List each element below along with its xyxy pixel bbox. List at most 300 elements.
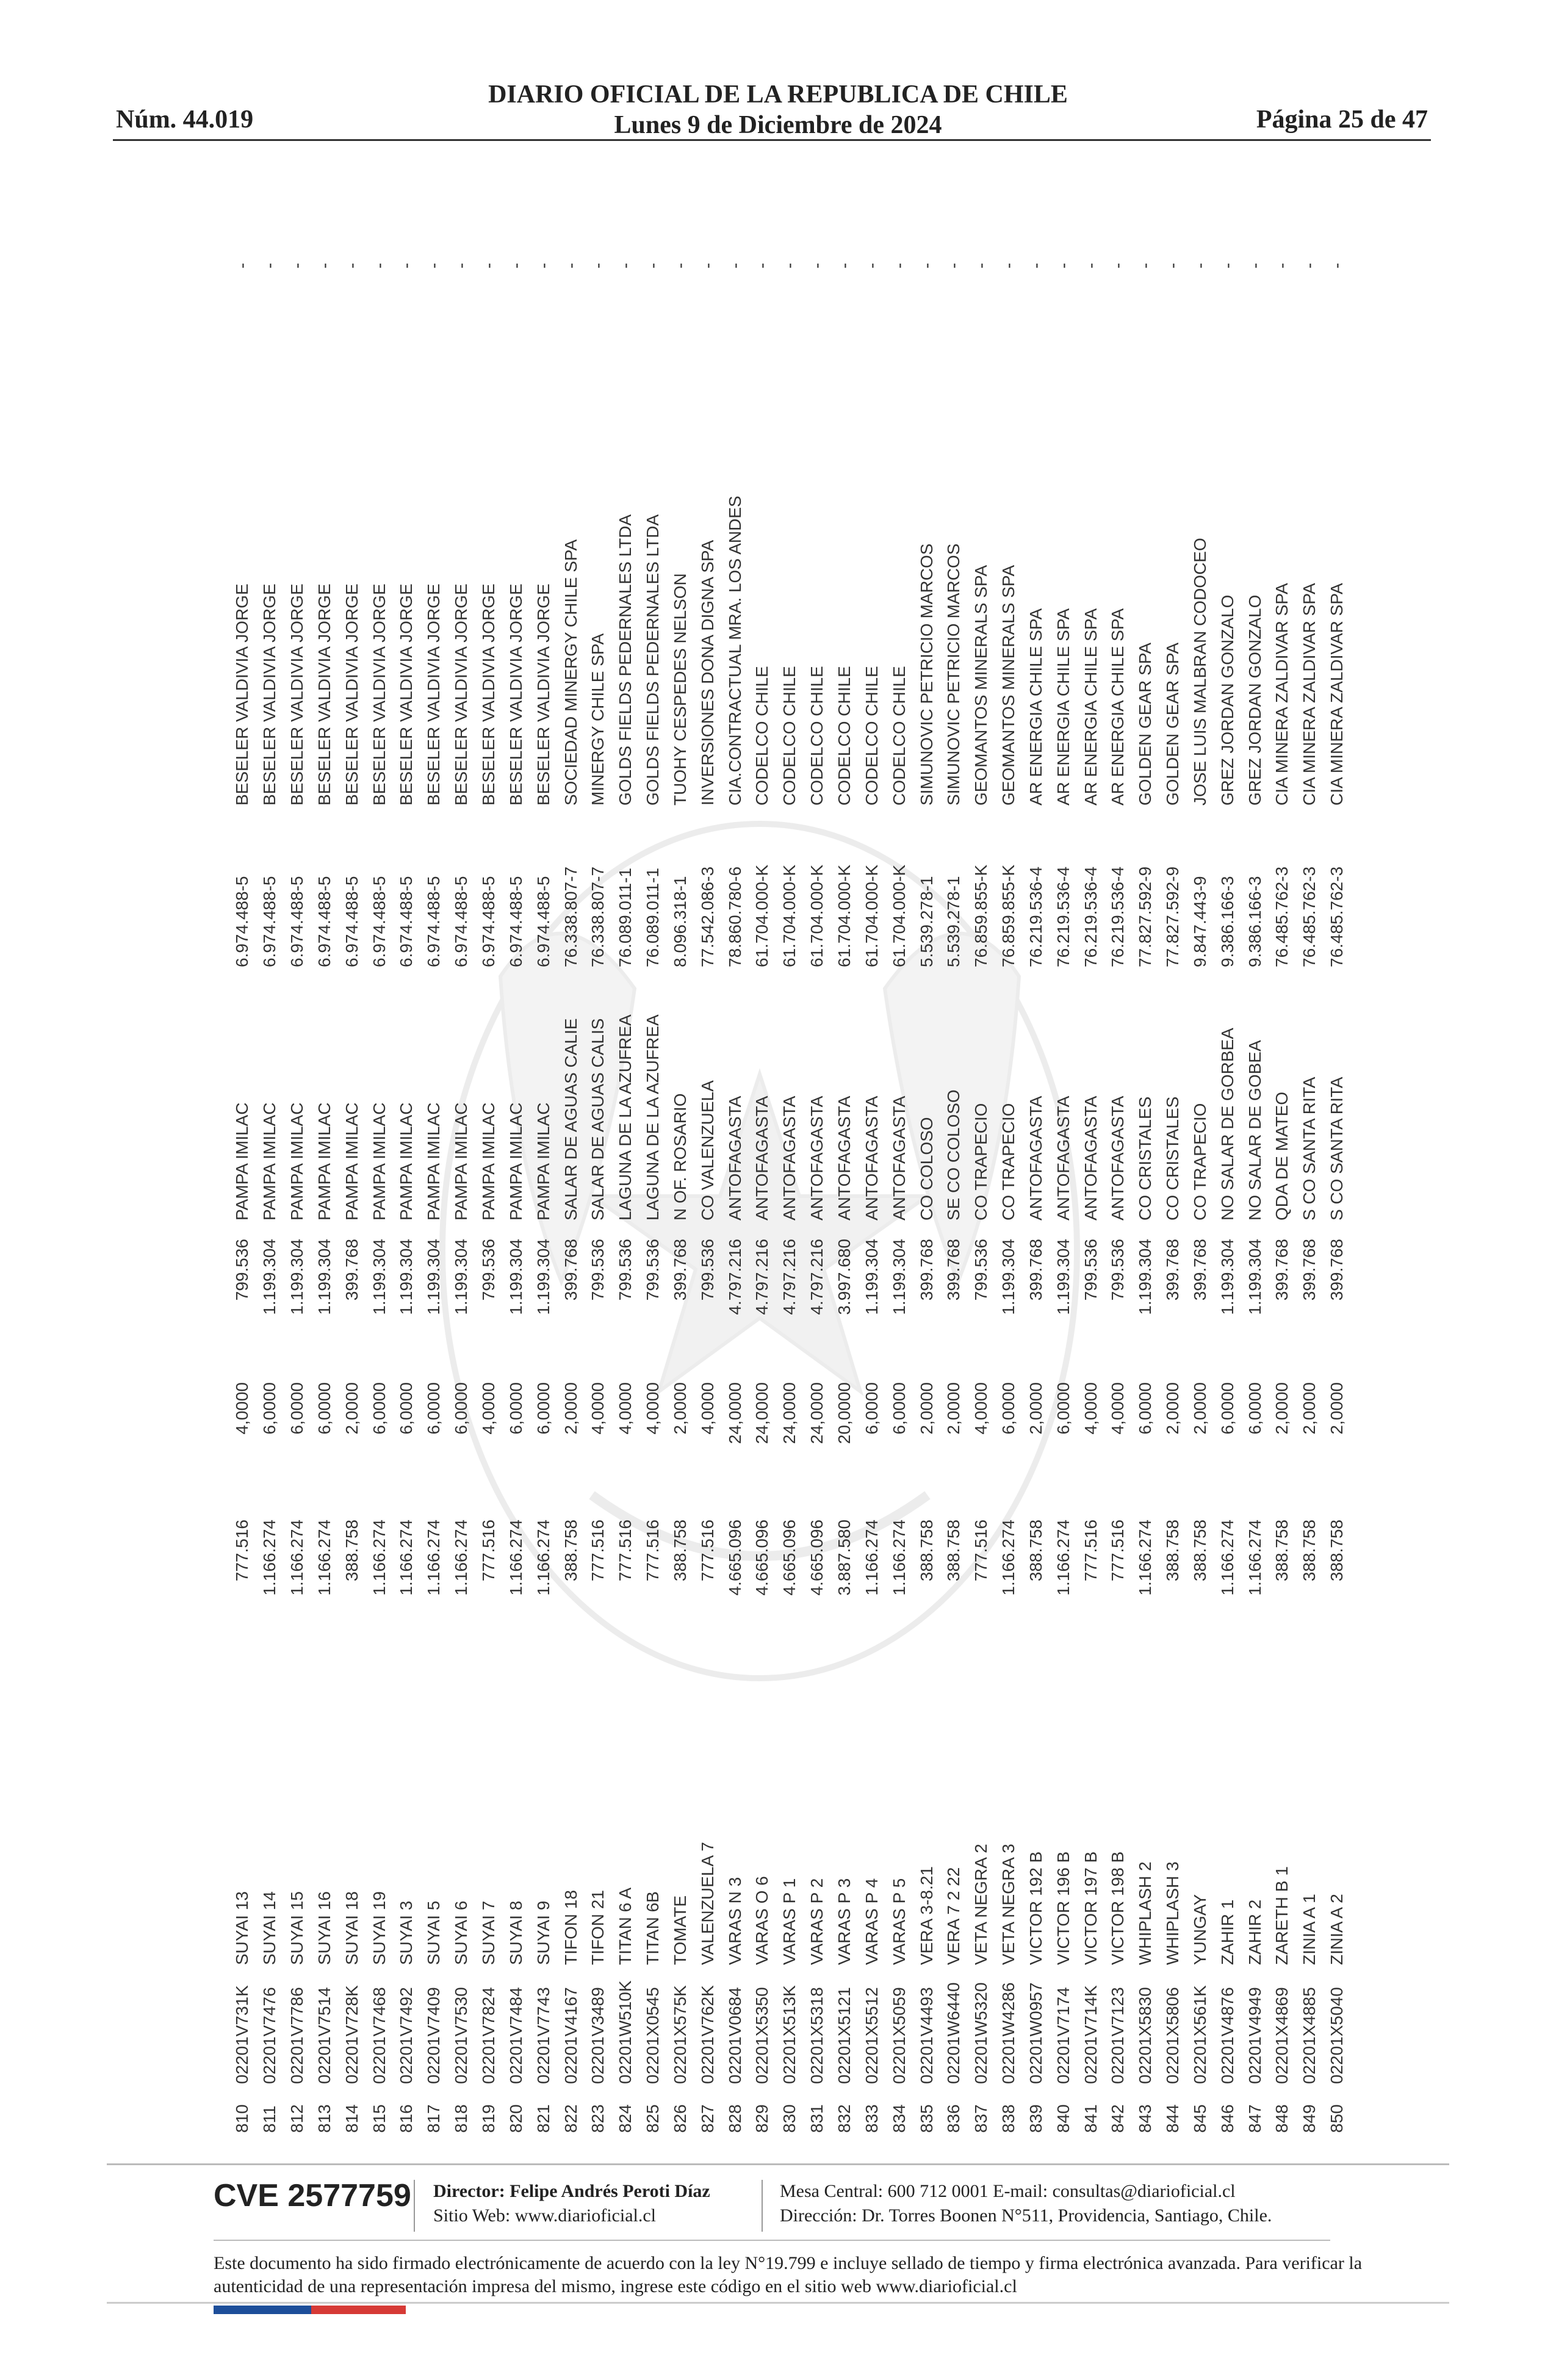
concession-code-cell: 02201V7824 [479, 1987, 499, 2084]
row-number-cell: 826 [670, 2104, 690, 2133]
value-2-cell: 399.768 [561, 1239, 580, 1301]
mining-concessions-table [229, 229, 1347, 2133]
value-1-cell: 1.166.274 [424, 1520, 444, 1596]
table-row [311, 229, 339, 2133]
dash-cell: - [1053, 262, 1073, 269]
dash-cell: - [862, 262, 881, 269]
hectares-cell: 2,0000 [1327, 1382, 1347, 1435]
owner-rut-cell: 6.974.488-5 [533, 876, 553, 967]
dash-cell: - [533, 262, 553, 269]
value-1-cell: 388.758 [1327, 1520, 1347, 1582]
row-number-cell: 849 [1300, 2104, 1319, 2133]
value-1-cell: 1.166.274 [287, 1520, 307, 1596]
value-2-cell: 1.199.304 [1245, 1239, 1264, 1315]
table-row [1104, 229, 1132, 2133]
hectares-cell: 2,0000 [1026, 1382, 1045, 1435]
concession-code-cell: 02201X5806 [1163, 1987, 1183, 2084]
concession-name-cell: ZINIA A 2 [1327, 1894, 1347, 1965]
dash-cell: - [670, 262, 690, 269]
owner-name-cell: GOLDEN GEAR SPA [1136, 642, 1155, 806]
concession-name-cell: VARAS P 2 [807, 1878, 827, 1965]
owner-rut-cell: 6.974.488-5 [260, 876, 279, 967]
owner-name-cell: MINERGY CHILE SPA [588, 633, 608, 806]
location-cell: LAGUNA DE LA AZUFREA [643, 1014, 663, 1221]
owner-name-cell: BESELER VALDIVIA JORGE [369, 583, 389, 806]
table-row [667, 229, 694, 2133]
concession-name-cell: VARAS N 3 [725, 1877, 744, 1965]
value-1-cell: 1.166.274 [533, 1520, 553, 1596]
value-1-cell: 1.166.274 [506, 1520, 525, 1596]
value-2-cell: 1.199.304 [397, 1239, 416, 1315]
owner-rut-cell: 76.485.762-3 [1272, 866, 1292, 967]
concession-code-cell: 02201V0684 [725, 1987, 744, 2084]
value-2-cell: 1.199.304 [260, 1239, 279, 1315]
concession-name-cell: ZINIA A 1 [1300, 1894, 1319, 1965]
hectares-cell: 2,0000 [944, 1382, 963, 1435]
dash-cell: - [397, 262, 416, 269]
value-2-cell: 1.199.304 [369, 1239, 389, 1315]
concession-code-cell: 02201V7530 [452, 1987, 471, 2084]
row-number-cell: 847 [1245, 2104, 1264, 2133]
value-1-cell: 388.758 [670, 1520, 690, 1582]
hectares-cell: 4,0000 [588, 1382, 608, 1435]
table-row [256, 229, 284, 2133]
owner-name-cell: CIA MINERA ZALDIVAR SPA [1327, 583, 1347, 806]
dash-cell: - [369, 262, 389, 269]
value-2-cell: 399.768 [1190, 1239, 1209, 1301]
concession-name-cell: VERA 3-8.21 [917, 1866, 936, 1965]
concession-name-cell: TIFON 18 [561, 1890, 580, 1965]
value-1-cell: 1.166.274 [999, 1520, 1018, 1596]
owner-name-cell: BESELER VALDIVIA JORGE [260, 583, 279, 806]
location-cell: ANTOFAGASTA [752, 1095, 772, 1221]
row-number-cell: 846 [1217, 2104, 1237, 2133]
row-number-cell: 817 [424, 2104, 444, 2133]
concession-name-cell: SUYAI 5 [424, 1900, 444, 1965]
value-1-cell: 777.516 [1108, 1520, 1128, 1582]
owner-name-cell: CIA MINERA ZALDIVAR SPA [1272, 583, 1292, 806]
dash-cell: - [917, 262, 936, 269]
location-cell: PAMPA IMILAC [397, 1102, 416, 1221]
concession-code-cell: 02201V4876 [1217, 1987, 1237, 2084]
owner-rut-cell: 6.974.488-5 [232, 876, 252, 967]
owner-rut-cell: 61.704.000-K [780, 864, 799, 967]
row-number-cell: 828 [725, 2104, 744, 2133]
concession-code-cell: 02201W6440 [944, 1982, 963, 2084]
location-cell: ANTOFAGASTA [1026, 1095, 1045, 1221]
concession-code-cell: 02201X5318 [807, 1987, 827, 2084]
hectares-cell: 4,0000 [1081, 1382, 1100, 1435]
row-number-cell: 842 [1108, 2104, 1128, 2133]
value-2-cell: 1.199.304 [862, 1239, 881, 1315]
location-cell: CO COLOSO [917, 1117, 936, 1221]
owner-rut-cell: 76.485.762-3 [1300, 866, 1319, 967]
location-cell: ANTOFAGASTA [862, 1095, 881, 1221]
value-1-cell: 388.758 [944, 1520, 963, 1582]
location-cell: ANTOFAGASTA [1053, 1095, 1073, 1221]
owner-name-cell: CODELCO CHILE [807, 666, 827, 806]
value-1-cell: 777.516 [588, 1520, 608, 1582]
location-cell: PAMPA IMILAC [314, 1102, 334, 1221]
value-2-cell: 799.536 [971, 1239, 991, 1301]
footer-divider [214, 2240, 1330, 2241]
owner-rut-cell: 6.974.488-5 [342, 876, 361, 967]
address-line: Dirección: Dr. Torres Boonen N°511, Providencia, Santiago, Chile. [780, 2205, 1272, 2226]
value-1-cell: 1.166.274 [1053, 1520, 1073, 1596]
row-number-cell: 838 [999, 2104, 1018, 2133]
location-cell: PAMPA IMILAC [287, 1102, 307, 1221]
concession-code-cell: 02201X513K [780, 1985, 799, 2084]
dash-cell: - [807, 262, 827, 269]
dash-cell: - [889, 262, 909, 269]
location-cell: SE CO COLOSO [944, 1089, 963, 1221]
table-row [1022, 229, 1050, 2133]
value-2-cell: 1.199.304 [1053, 1239, 1073, 1315]
table-row [1269, 229, 1296, 2133]
concession-name-cell: VICTOR 197 B [1081, 1851, 1100, 1965]
owner-rut-cell: 76.338.807-7 [588, 866, 608, 967]
owner-rut-cell: 6.974.488-5 [369, 876, 389, 967]
location-cell: PAMPA IMILAC [369, 1102, 389, 1221]
concession-name-cell: SUYAI 3 [397, 1900, 416, 1965]
concession-code-cell: 02201V4949 [1245, 1987, 1264, 2084]
location-cell: S CO SANTA RITA [1300, 1076, 1319, 1221]
table-row [338, 229, 366, 2133]
value-1-cell: 1.166.274 [314, 1520, 334, 1596]
owner-rut-cell: 76.219.536-4 [1108, 866, 1128, 967]
dash-cell: - [1081, 262, 1100, 269]
row-number-cell: 836 [944, 2104, 963, 2133]
value-2-cell: 1.199.304 [999, 1239, 1018, 1315]
owner-name-cell: SIMUNOVIC PETRICIO MARCOS [917, 543, 936, 806]
location-cell: ANTOFAGASTA [807, 1095, 827, 1221]
concession-code-cell: 02201X5512 [862, 1987, 881, 2084]
value-2-cell: 799.536 [479, 1239, 499, 1301]
concession-name-cell: ZARETH B 1 [1272, 1866, 1292, 1965]
hectares-cell: 6,0000 [1136, 1382, 1155, 1435]
dash-cell: - [506, 262, 525, 269]
owner-name-cell: AR ENERGIA CHILE SPA [1053, 608, 1073, 806]
dash-cell: - [944, 262, 963, 269]
concession-name-cell: ZAHIR 1 [1217, 1899, 1237, 1965]
dash-cell: - [752, 262, 772, 269]
publication-name: DIARIO OFICIAL DE LA REPUBLICA DE CHILE [488, 81, 1068, 109]
concession-code-cell: 02201X561K [1190, 1985, 1209, 2084]
owner-rut-cell: 5.539.278-1 [944, 876, 963, 967]
hectares-cell: 4,0000 [697, 1382, 717, 1435]
location-cell: ANTOFAGASTA [889, 1095, 909, 1221]
signature-note: Este documento ha sido firmado electrónicamente de acuerdo con la ley N°19.799 e incluye sellado de tiempo y firma electrónica avanzada. Para verificar la autenticidad de una representación impresa del mismo, ingrese este código en el sitio web www.diarioficial.cl [214, 2253, 1363, 2296]
table-row [721, 229, 749, 2133]
owner-name-cell: CODELCO CHILE [889, 666, 909, 806]
location-cell: ANTOFAGASTA [725, 1095, 744, 1221]
value-1-cell: 777.516 [232, 1520, 252, 1582]
value-2-cell: 4.797.216 [807, 1239, 827, 1315]
owner-rut-cell: 6.974.488-5 [314, 876, 334, 967]
concession-code-cell: 02201V3489 [588, 1987, 608, 2084]
value-2-cell: 799.536 [697, 1239, 717, 1301]
owner-rut-cell: 9.386.166-3 [1245, 876, 1264, 967]
table-row [1324, 229, 1351, 2133]
value-2-cell: 399.768 [342, 1239, 361, 1301]
row-number-cell: 833 [862, 2104, 881, 2133]
concession-name-cell: SUYAI 14 [260, 1891, 279, 1965]
table-row [913, 229, 940, 2133]
value-2-cell: 399.768 [1300, 1239, 1319, 1301]
table-row [995, 229, 1023, 2133]
value-2-cell: 4.797.216 [725, 1239, 744, 1315]
table-row [968, 229, 995, 2133]
footer-divider [107, 2163, 1449, 2165]
location-cell: S CO SANTA RITA [1327, 1076, 1347, 1221]
concession-code-cell: 02201W5320 [971, 1982, 991, 2084]
value-1-cell: 1.166.274 [452, 1520, 471, 1596]
value-1-cell: 388.758 [1163, 1520, 1183, 1582]
owner-name-cell: GOLDS FIELDS PEDERNALES LTDA [616, 514, 635, 806]
footer-divider [107, 2302, 1449, 2304]
page-number: Página 25 de 47 [1256, 106, 1428, 134]
owner-name-cell: BESELER VALDIVIA JORGE [533, 583, 553, 806]
hectares-cell: 4,0000 [616, 1382, 635, 1435]
publication-date: Lunes 9 de Diciembre de 2024 [614, 111, 942, 139]
location-cell: PAMPA IMILAC [342, 1102, 361, 1221]
concession-code-cell: 02201X5040 [1327, 1987, 1347, 2084]
table-row [557, 229, 585, 2133]
table-row [1214, 229, 1241, 2133]
owner-rut-cell: 9.386.166-3 [1217, 876, 1237, 967]
dash-cell: - [561, 262, 580, 269]
concession-name-cell: ZAHIR 2 [1245, 1899, 1264, 1965]
concession-code-cell: 02201W510K [616, 1980, 635, 2084]
owner-name-cell: CODELCO CHILE [862, 666, 881, 806]
owner-name-cell: INVERSIONES DONA DIGNA SPA [697, 539, 717, 806]
dash-cell: - [479, 262, 499, 269]
dash-cell: - [1163, 262, 1183, 269]
table-row [585, 229, 612, 2133]
hectares-cell: 6,0000 [424, 1382, 444, 1435]
owner-name-cell: CODELCO CHILE [780, 666, 799, 806]
owner-name-cell: GOLDS FIELDS PEDERNALES LTDA [643, 514, 663, 806]
owner-rut-cell: 61.704.000-K [862, 864, 881, 967]
row-number-cell: 835 [917, 2104, 936, 2133]
concession-code-cell: 02201X575K [670, 1985, 690, 2084]
owner-name-cell: BESELER VALDIVIA JORGE [479, 583, 499, 806]
concession-code-cell: 02201V7468 [369, 1987, 389, 2084]
concession-code-cell: 02201V7123 [1108, 1987, 1128, 2084]
concession-name-cell: VARAS P 5 [889, 1878, 909, 1965]
concession-name-cell: VETA NEGRA 3 [999, 1844, 1018, 1965]
value-1-cell: 388.758 [1300, 1520, 1319, 1582]
dash-cell: - [287, 262, 307, 269]
location-cell: ANTOFAGASTA [780, 1095, 799, 1221]
row-number-cell: 823 [588, 2104, 608, 2133]
owner-name-cell: GEOMANTOS MINERALS SPA [971, 564, 991, 806]
hectares-cell: 2,0000 [1272, 1382, 1292, 1435]
owner-rut-cell: 76.219.536-4 [1081, 866, 1100, 967]
dash-cell: - [616, 262, 635, 269]
value-1-cell: 777.516 [616, 1520, 635, 1582]
location-cell: PAMPA IMILAC [479, 1102, 499, 1221]
value-2-cell: 799.536 [1081, 1239, 1100, 1301]
concession-name-cell: SUYAI 9 [533, 1900, 553, 1965]
owner-name-cell: BESELER VALDIVIA JORGE [287, 583, 307, 806]
concession-name-cell: SUYAI 15 [287, 1891, 307, 1965]
value-2-cell: 399.768 [944, 1239, 963, 1301]
value-1-cell: 388.758 [561, 1520, 580, 1582]
value-1-cell: 1.166.274 [862, 1520, 881, 1596]
issue-number: Núm. 44.019 [116, 106, 254, 134]
owner-name-cell: SIMUNOVIC PETRICIO MARCOS [944, 543, 963, 806]
row-number-cell: 850 [1327, 2104, 1347, 2133]
owner-rut-cell: 6.974.488-5 [479, 876, 499, 967]
table-row [858, 229, 885, 2133]
hectares-cell: 2,0000 [1190, 1382, 1209, 1435]
owner-rut-cell: 76.485.762-3 [1327, 866, 1347, 967]
location-cell: CO TRAPECIO [1190, 1103, 1209, 1221]
concession-name-cell: VARAS P 4 [862, 1878, 881, 1965]
owner-rut-cell: 77.542.086-3 [697, 866, 717, 967]
dash-cell: - [697, 262, 717, 269]
owner-rut-cell: 77.827.592-9 [1163, 866, 1183, 967]
value-1-cell: 4.665.096 [752, 1520, 772, 1596]
dash-cell: - [1327, 262, 1347, 269]
hectares-cell: 6,0000 [862, 1382, 881, 1435]
dash-cell: - [1300, 262, 1319, 269]
table-row [1241, 229, 1269, 2133]
row-number-cell: 843 [1136, 2104, 1155, 2133]
owner-name-cell: SOCIEDAD MINERGY CHILE SPA [561, 539, 580, 806]
hectares-cell: 24,0000 [725, 1382, 744, 1444]
location-cell: LAGUNA DE LA AZUFREA [616, 1014, 635, 1221]
location-cell: CO CRISTALES [1136, 1096, 1155, 1221]
hectares-cell: 6,0000 [260, 1382, 279, 1435]
owner-rut-cell: 5.539.278-1 [917, 876, 936, 967]
value-1-cell: 388.758 [1190, 1520, 1209, 1582]
table-row [1296, 229, 1324, 2133]
header-divider [113, 139, 1431, 141]
concession-code-cell: 02201V728K [342, 1985, 361, 2084]
value-1-cell: 3.887.580 [834, 1520, 854, 1596]
value-2-cell: 1.199.304 [287, 1239, 307, 1315]
value-1-cell: 1.166.274 [1136, 1520, 1155, 1596]
owner-rut-cell: 76.859.855-K [971, 864, 991, 967]
value-2-cell: 799.536 [643, 1239, 663, 1301]
location-cell: CO TRAPECIO [999, 1103, 1018, 1221]
dash-cell: - [1217, 262, 1237, 269]
value-2-cell: 399.768 [670, 1239, 690, 1301]
concession-code-cell: 02201X0545 [643, 1987, 663, 2084]
location-cell: CO CRISTALES [1163, 1096, 1183, 1221]
concession-name-cell: YUNGAY [1190, 1894, 1209, 1965]
footer-separator [762, 2180, 763, 2232]
row-number-cell: 840 [1053, 2104, 1073, 2133]
hectares-cell: 6,0000 [452, 1382, 471, 1435]
dash-cell: - [424, 262, 444, 269]
hectares-cell: 2,0000 [561, 1382, 580, 1435]
owner-name-cell: AR ENERGIA CHILE SPA [1081, 608, 1100, 806]
concession-name-cell: VICTOR 192 B [1026, 1851, 1045, 1965]
concession-code-cell: 02201V4493 [917, 1987, 936, 2084]
dash-cell: - [643, 262, 663, 269]
value-2-cell: 799.536 [232, 1239, 252, 1301]
owner-rut-cell: 76.089.011-1 [643, 868, 663, 967]
owner-rut-cell: 77.827.592-9 [1136, 866, 1155, 967]
hectares-cell: 6,0000 [533, 1382, 553, 1435]
website-line: Sitio Web: www.diarioficial.cl [433, 2205, 657, 2226]
concession-name-cell: VICTOR 198 B [1108, 1851, 1128, 1965]
concession-code-cell: 02201X5059 [889, 1987, 909, 2084]
concession-name-cell: VALENZUELA 7 [697, 1842, 717, 1965]
dash-cell: - [260, 262, 279, 269]
owner-name-cell: CODELCO CHILE [752, 666, 772, 806]
hectares-cell: 2,0000 [1300, 1382, 1319, 1435]
location-cell: ANTOFAGASTA [1108, 1095, 1128, 1221]
value-1-cell: 1.166.274 [889, 1520, 909, 1596]
row-number-cell: 813 [314, 2104, 334, 2133]
dash-cell: - [1108, 262, 1128, 269]
dash-cell: - [1272, 262, 1292, 269]
row-number-cell: 845 [1190, 2104, 1209, 2133]
concession-code-cell: 02201V7409 [424, 1987, 444, 2084]
concession-code-cell: 02201X4869 [1272, 1987, 1292, 2084]
concession-code-cell: 02201W0957 [1026, 1982, 1045, 2084]
dash-cell: - [452, 262, 471, 269]
dash-cell: - [232, 262, 252, 269]
concession-code-cell: 02201V7476 [260, 1987, 279, 2084]
owner-name-cell: CIA.CONTRACTUAL MRA. LOS ANDES [725, 496, 744, 806]
concession-code-cell: 02201V7743 [533, 1987, 553, 2084]
row-number-cell: 831 [807, 2104, 827, 2133]
concession-name-cell: SUYAI 8 [506, 1900, 525, 1965]
location-cell: ANTOFAGASTA [1081, 1095, 1100, 1221]
dash-cell: - [314, 262, 334, 269]
table-row [502, 229, 530, 2133]
row-number-cell: 827 [697, 2104, 717, 2133]
location-cell: ANTOFAGASTA [834, 1095, 854, 1221]
value-1-cell: 1.166.274 [260, 1520, 279, 1596]
owner-name-cell: BESELER VALDIVIA JORGE [232, 583, 252, 806]
hectares-cell: 4,0000 [1108, 1382, 1128, 1435]
dash-cell: - [1136, 262, 1155, 269]
owner-name-cell: BESELER VALDIVIA JORGE [342, 583, 361, 806]
flag-stripe-red [311, 2306, 406, 2314]
value-2-cell: 3.997.680 [834, 1239, 854, 1315]
concession-code-cell: 02201V714K [1081, 1985, 1100, 2084]
location-cell: QDA DE MATEO [1272, 1091, 1292, 1221]
owner-rut-cell: 6.974.488-5 [397, 876, 416, 967]
value-2-cell: 399.768 [1026, 1239, 1045, 1301]
owner-rut-cell: 6.974.488-5 [506, 876, 525, 967]
location-cell: PAMPA IMILAC [452, 1102, 471, 1221]
location-cell: PAMPA IMILAC [260, 1102, 279, 1221]
owner-name-cell: AR ENERGIA CHILE SPA [1026, 608, 1045, 806]
director-line: Director: Felipe Andrés Peroti Díaz [433, 2181, 710, 2201]
value-2-cell: 1.199.304 [424, 1239, 444, 1315]
table-row [393, 229, 420, 2133]
hectares-cell: 20,0000 [834, 1382, 854, 1444]
hectares-cell: 2,0000 [342, 1382, 361, 1435]
concession-name-cell: VARAS O 6 [752, 1876, 772, 1965]
hectares-cell: 6,0000 [397, 1382, 416, 1435]
owner-rut-cell: 76.859.855-K [999, 864, 1018, 967]
table-row [612, 229, 639, 2133]
location-cell: SALAR DE AGUAS CALIE [561, 1018, 580, 1221]
concession-name-cell: VARAS P 3 [834, 1878, 854, 1965]
dash-cell: - [780, 262, 799, 269]
row-number-cell: 841 [1081, 2104, 1100, 2133]
table-row [694, 229, 721, 2133]
location-cell: NO SALAR DE GOBEA [1245, 1040, 1264, 1221]
